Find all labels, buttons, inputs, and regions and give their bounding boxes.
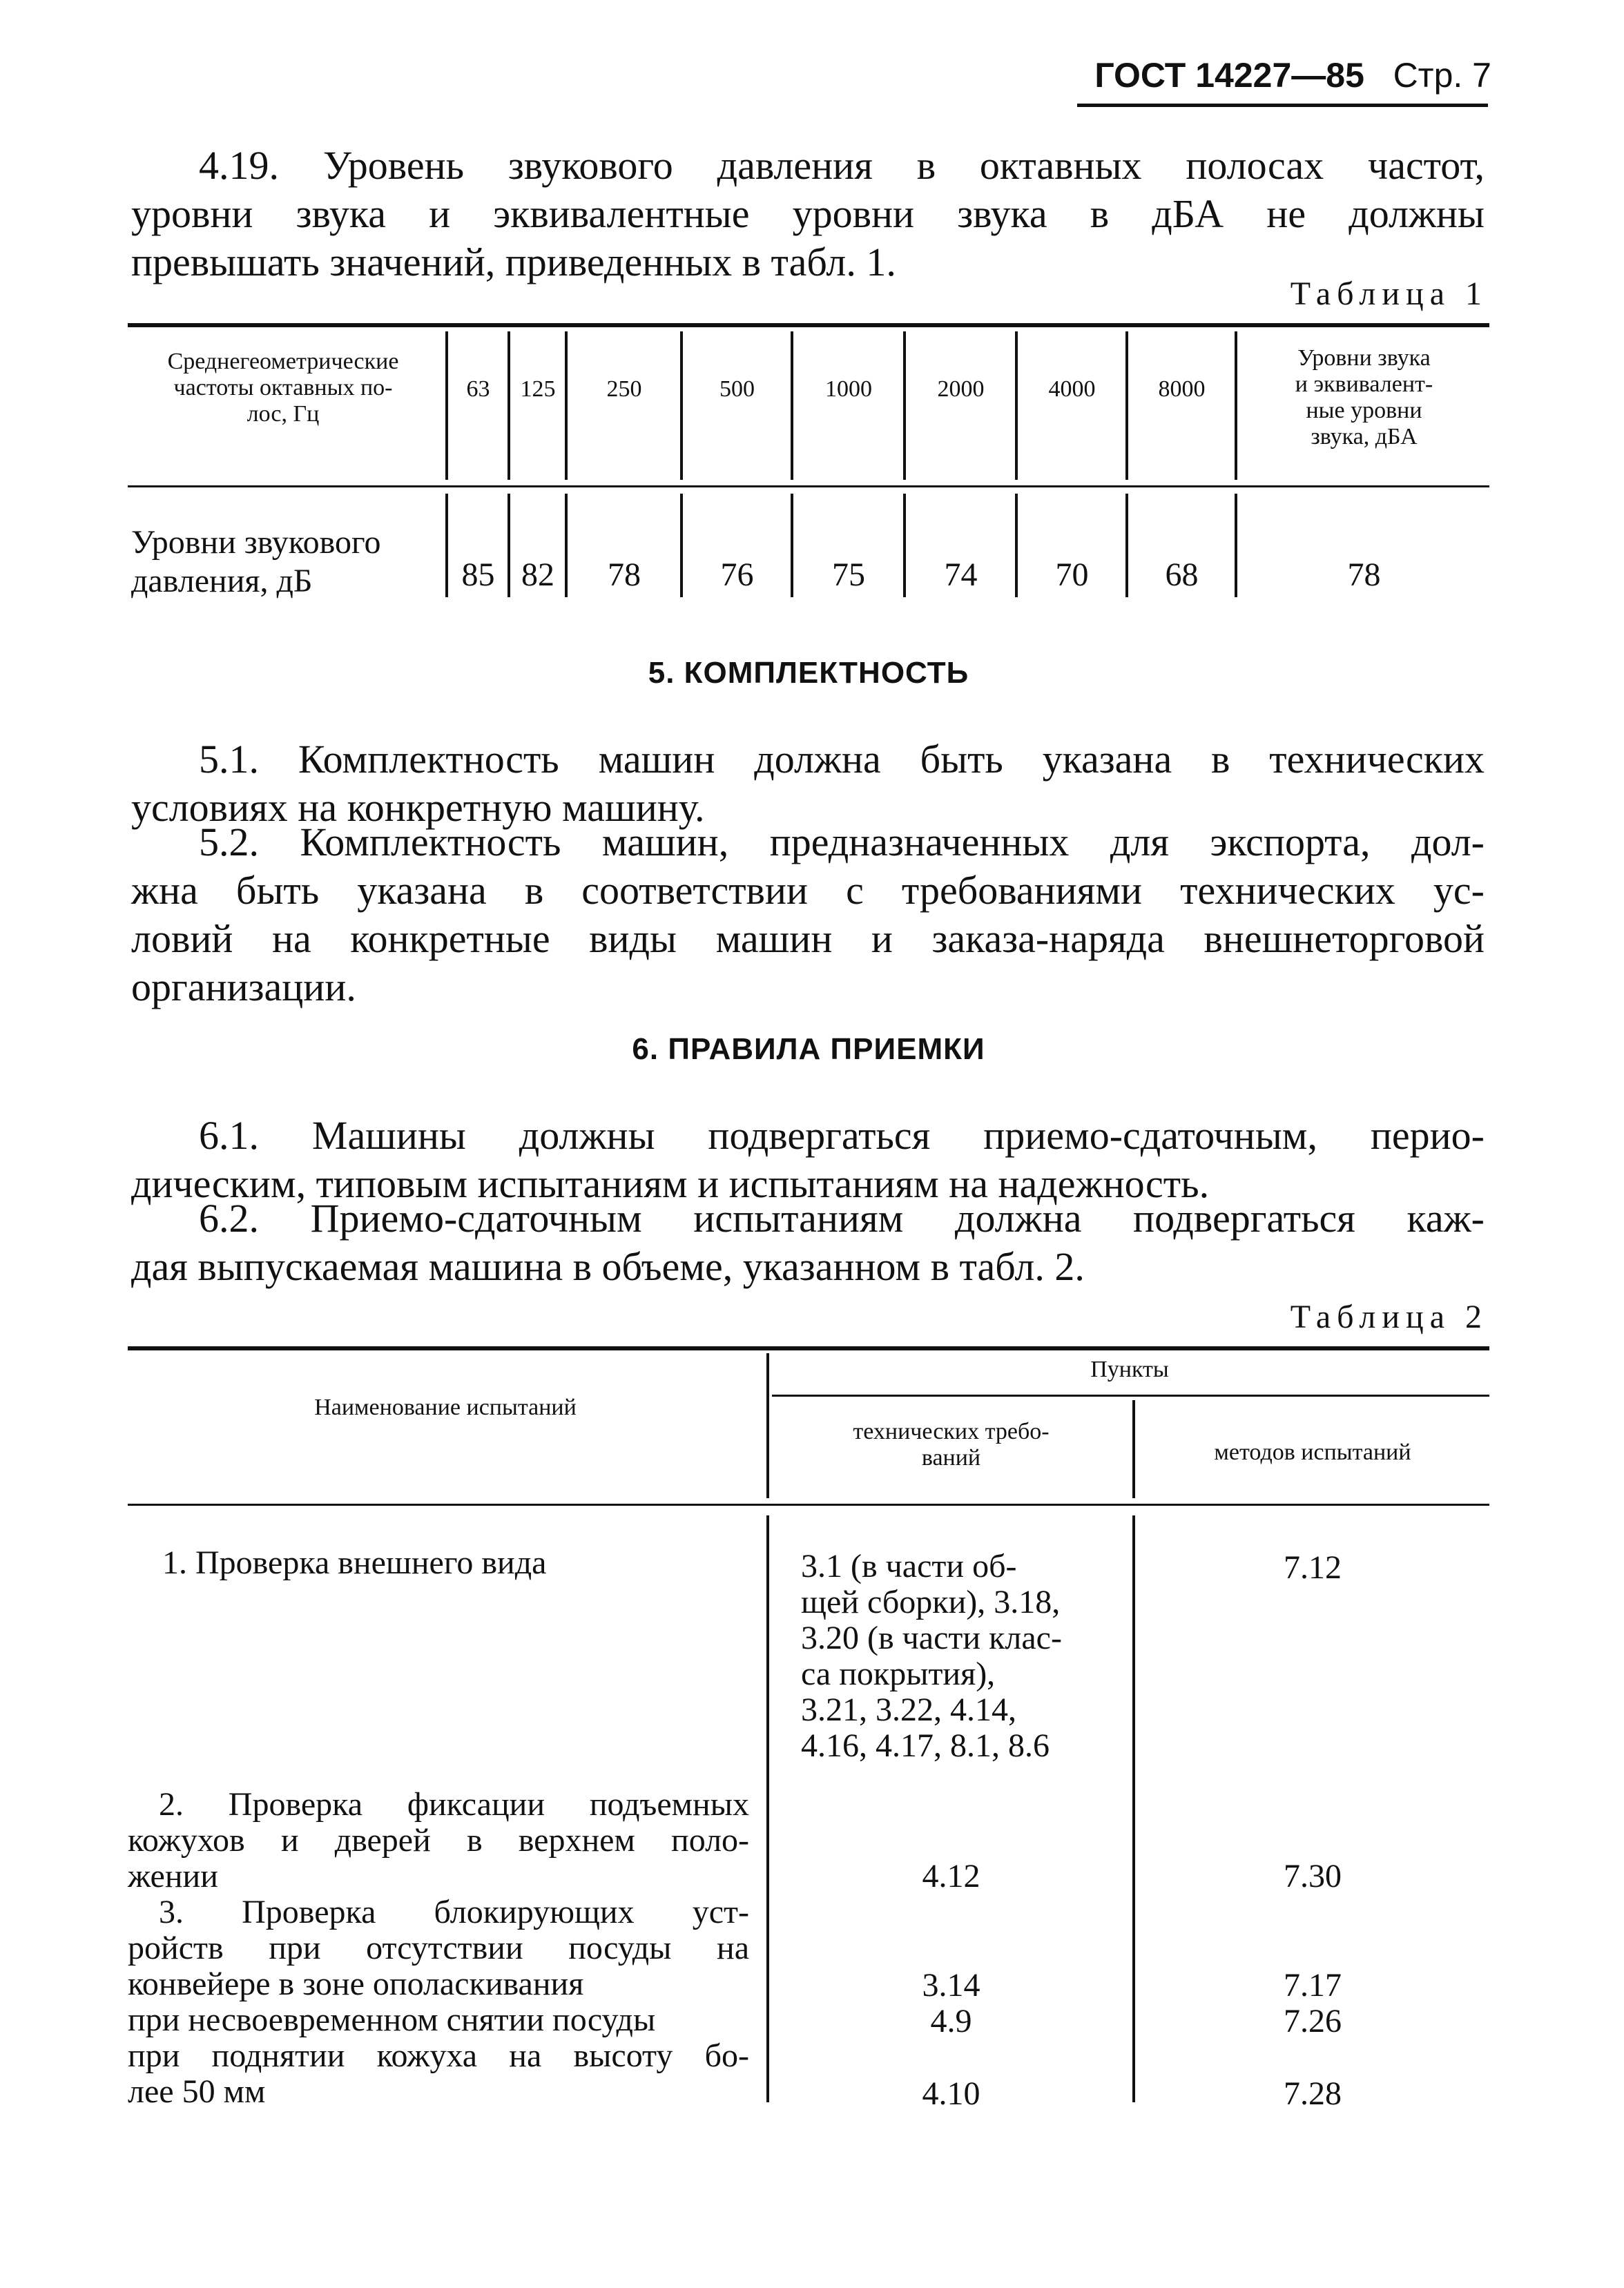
table2-row-tech: 4.12 [922, 1858, 980, 1894]
page-number: Стр. 7 [1393, 56, 1491, 95]
standard-label: ГОСТ 14227—85 [1094, 56, 1364, 95]
cell-line: звука, дБА [1311, 424, 1418, 449]
table2-col-divider [766, 1515, 769, 2102]
value-1000: 75 [832, 556, 865, 593]
cell-line: кожухов и дверей в верхнем поло- [128, 1822, 749, 1859]
cell-line: частоты октавных по- [173, 375, 393, 400]
cell-line: и эквивалент- [1295, 371, 1433, 397]
table2-row-tech: 4.10 [922, 2075, 980, 2112]
cell-line: Уровни звукового [131, 524, 381, 561]
table1-col-divider [565, 494, 568, 597]
table1-col-divider [1015, 331, 1018, 480]
section6-title: 6. ПРАВИЛА ПРИЕМКИ [632, 1032, 985, 1066]
table2-col-group: Пункты [1090, 1357, 1169, 1382]
table1-col-divider [445, 331, 448, 480]
cell-line: ваний [921, 1445, 981, 1471]
table2-row-tech [801, 1549, 1125, 1764]
paragraph-line: ловий на конкретные виды машин и заказа-наряда внешнеторговой [131, 916, 1485, 961]
freq-8000: 8000 [1158, 376, 1206, 402]
table1-col-divider [1125, 331, 1128, 480]
table2-row-method: 7.12 [1284, 1549, 1342, 1586]
paragraph-line: 5.2. Комплектность машин, предназначенных для экспорта, дол- [199, 820, 1485, 864]
table1-col-divider [1235, 331, 1237, 480]
paragraph-6-2 [131, 1194, 1485, 1291]
paragraph-5-2 [131, 818, 1485, 1011]
table2-row-method: 7.17 [1284, 1967, 1342, 2004]
freq-2000: 2000 [937, 376, 985, 402]
table1-row-header [124, 349, 442, 427]
value-8000: 68 [1165, 556, 1199, 593]
table1-last-col-header [1238, 345, 1490, 450]
table2-col-divider [1132, 1515, 1135, 2102]
value-4000: 70 [1055, 556, 1089, 593]
value-2000: 74 [944, 556, 978, 593]
cell-line: Уровни звука [1297, 345, 1431, 371]
table1-col-divider [903, 494, 906, 597]
table1-row-label [131, 523, 442, 601]
table2-caption: Таблица 2 [1290, 1299, 1488, 1335]
table2-row-tech: 4.9 [930, 2003, 972, 2039]
value-250: 78 [608, 556, 641, 593]
cell-line: лос, Гц [246, 401, 320, 427]
cell-line: щей сборки), 3.18, [801, 1584, 1061, 1620]
paragraph-line: условиях на конкретную машину. [131, 785, 705, 830]
paragraph-line: превышать значений, приведенных в табл. 1. [131, 240, 896, 284]
table2-row-method: 7.26 [1284, 2003, 1342, 2039]
paragraph-line: организации. [131, 964, 356, 1009]
table2-row-name [128, 1787, 749, 1894]
paragraph-line: дая выпускаемая машина в объеме, указанном в табл. 2. [131, 1244, 1085, 1289]
freq-4000: 4000 [1048, 376, 1096, 402]
table1-col-divider [565, 331, 568, 480]
table2-col-divider [1132, 1400, 1135, 1498]
table2-row-name [162, 1545, 756, 1581]
table1-col-divider [508, 331, 510, 480]
table2-row-name [128, 1894, 749, 2002]
page-header [1063, 55, 1491, 104]
table1-col-divider [1015, 494, 1018, 597]
value-63: 85 [461, 556, 495, 593]
value-500: 76 [720, 556, 754, 593]
paragraph-line: дическим, типовым испытаниям и испытаниям на надежность. [131, 1161, 1210, 1206]
freq-125: 125 [520, 376, 556, 402]
table1-col-divider [1235, 494, 1237, 597]
table2-row-method: 7.30 [1284, 1858, 1342, 1894]
freq-1000: 1000 [825, 376, 872, 402]
freq-500: 500 [719, 376, 755, 402]
paragraph-line: уровни звука и эквивалентные уровни звука в дБА не должны [131, 191, 1485, 236]
cell-line: 3. Проверка блокирующих уст- [159, 1894, 749, 1930]
cell-line: конвейере в зоне ополаскивания [128, 1966, 584, 2002]
cell-line: лее 50 мм [128, 2073, 266, 2110]
table2-group-rule [772, 1395, 1489, 1397]
paragraph-line: 6.2. Приемо-сдаточным испытаниям должна подвергаться каж- [199, 1196, 1485, 1241]
cell-line: жении [128, 1858, 218, 1894]
cell-line: при несвоевременном снятии посуды [128, 2001, 656, 2038]
cell-line: Среднегеометрические [167, 349, 399, 374]
paragraph-4-19 [131, 142, 1485, 287]
table2-col-tech [770, 1419, 1132, 1471]
table1-col-divider [508, 494, 510, 597]
cell-line: 3.20 (в части клас- [801, 1620, 1062, 1656]
paragraph-line: 6.1. Машины должны подвергаться приемо-сдаточным, перио- [199, 1113, 1485, 1158]
table1-col-divider [680, 494, 683, 597]
section5-title: 5. КОМПЛЕКТНОСТЬ [648, 656, 969, 690]
cell-line: 1. Проверка внешнего вида [162, 1544, 547, 1581]
table2-header-rule [128, 1504, 1489, 1506]
cell-line: давления, дБ [131, 563, 313, 599]
table1-top-rule [128, 323, 1489, 327]
paragraph-line: 4.19. Уровень звукового давления в октавных полосах частот, [199, 143, 1485, 188]
paragraph-6-1 [131, 1112, 1485, 1208]
header-rule [1077, 104, 1488, 107]
table2-col-divider [766, 1353, 769, 1498]
cell-line: 4.16, 4.17, 8.1, 8.6 [801, 1727, 1050, 1764]
table1-col-divider [445, 494, 448, 597]
freq-250: 250 [606, 376, 642, 402]
table2-row-name [128, 2038, 749, 2110]
value-total: 78 [1347, 556, 1381, 593]
table1-col-divider [903, 331, 906, 480]
table1-col-divider [1125, 494, 1128, 597]
table2-row-tech: 3.14 [922, 1967, 980, 2004]
table1-col-divider [791, 494, 793, 597]
table2-top-rule [128, 1346, 1489, 1350]
cell-line: ные уровни [1306, 398, 1422, 423]
table2-row-method: 7.28 [1284, 2075, 1342, 2112]
cell-line: 3.21, 3.22, 4.14, [801, 1691, 1016, 1728]
cell-line: са покрытия), [801, 1656, 996, 1692]
freq-63: 63 [466, 376, 490, 402]
paragraph-line: жна быть указана в соответствии с требованиями технических ус- [131, 868, 1485, 913]
table1-col-divider [680, 331, 683, 480]
table2-col-methods: методов испытаний [1214, 1439, 1411, 1465]
table1-caption: Таблица 1 [1290, 275, 1488, 312]
table2-row-name [128, 2002, 749, 2038]
cell-line: ройств при отсутствии посуды на [128, 1930, 749, 1966]
cell-line: технических требо- [853, 1419, 1050, 1444]
paragraph-5-1 [131, 735, 1485, 832]
paragraph-line: 5.1. Комплектность машин должна быть указана в технических [199, 737, 1485, 782]
table1-col-divider [791, 331, 793, 480]
table1-header-rule [128, 485, 1489, 487]
cell-line: при поднятии кожуха на высоту бо- [128, 2037, 749, 2074]
cell-line: 3.1 (в части об- [801, 1548, 1017, 1584]
table2-col-name: Наименование испытаний [314, 1395, 577, 1420]
value-125: 82 [521, 556, 554, 593]
cell-line: 2. Проверка фиксации подъемных [159, 1786, 749, 1823]
